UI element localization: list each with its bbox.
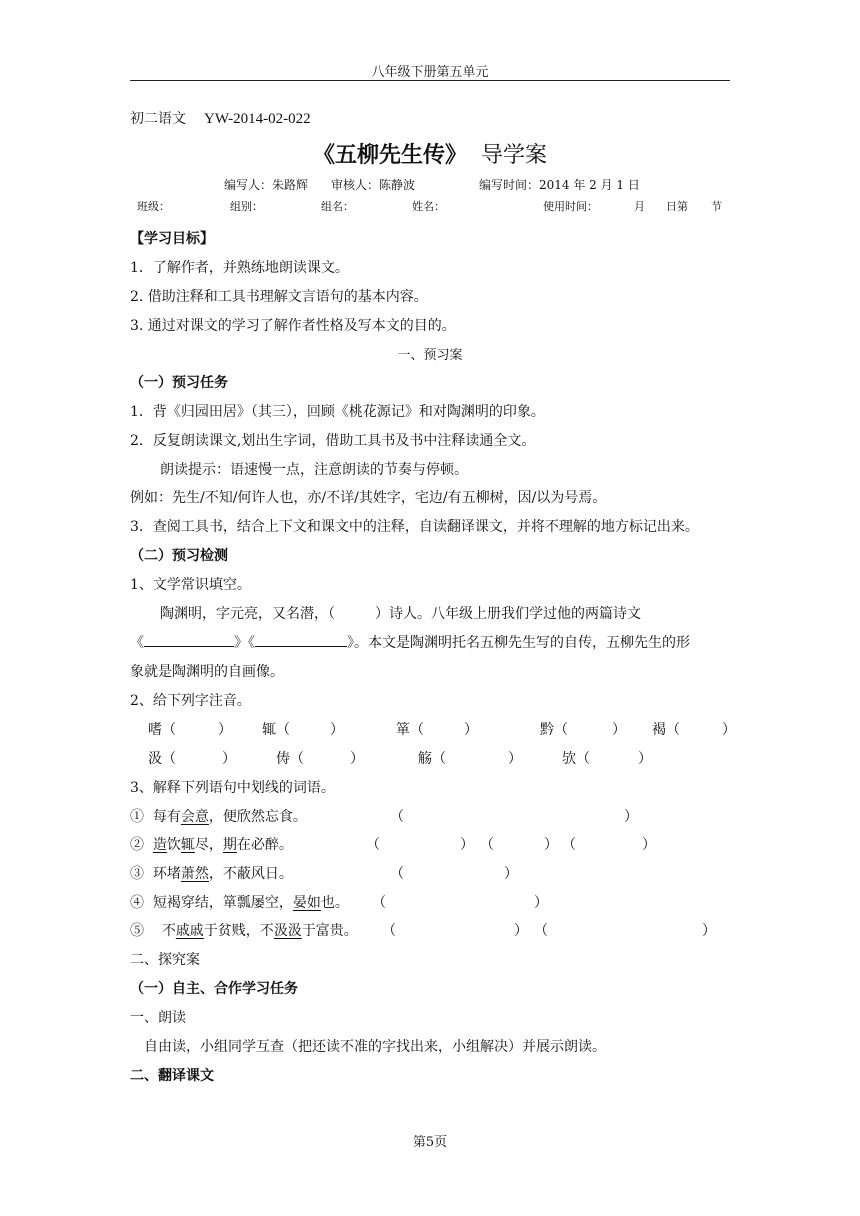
header-divider [130,80,730,81]
preview-task: 2．反复朗读课文,划出生字词，借助工具书及书中注释读通全文。 [130,433,536,449]
q2-title: 2、给下列字注音。 [130,693,251,709]
item-number: ① [130,809,144,825]
q1-line3: 象就是陶渊明的自画像。 [130,664,284,680]
title-main: 《五柳先生传》 [312,142,467,168]
preview-tasks-heading: （一）预习任务 [130,375,228,391]
field-group-no: 组别： [230,200,263,213]
item-number: ③ [130,866,144,882]
q1-line2 [130,632,690,652]
reviewer-info: 审核人：陈静波 [331,178,416,192]
pinyin-close: ） [612,722,626,738]
pinyin-item: 俦（ [276,751,304,767]
pinyin-item: 汲（ [148,751,176,767]
item-text: 于贫贱，不 [203,923,274,939]
reading-tip: 朗读提示：语速慢一点，注意朗读的节奏与停顿。 [160,462,468,478]
underlined-word: 辄 [180,837,195,853]
preview-task: 1．背《归园田居》（其三），回顾《桃花源记》和对陶渊明的印象。 [130,404,545,420]
pinyin-close: ） [508,751,522,767]
answer-open: （ [480,837,494,853]
underlined-word: 戚戚 [175,923,204,939]
underlined-word: 会意 [180,809,209,825]
explore-tasks-heading: （一）自主、合作学习任务 [130,981,298,997]
pinyin-item: 觞（ [418,751,446,767]
item-number: ⑤ [130,923,144,939]
q1-line1 [160,603,641,623]
item-text: 在必醉。 [236,837,293,853]
pinyin-item: 黔（ [540,722,568,738]
answer-open: （ [534,923,548,939]
answer-blank[interactable] [144,633,234,647]
objectives-heading: 【学习目标】 [130,231,214,247]
underlined-word: 期 [222,837,237,853]
answer-close: ） [544,837,558,853]
section-title-explore: 二、探究案 [130,952,200,968]
item-text: 短褐穿结，箪瓢屡空， [152,895,293,911]
item-number: ② [130,837,144,853]
q1-text-e: 》。本文是陶渊明托名五柳先生写的自传，五柳先生的形 [347,635,690,651]
answer-open: （ [366,837,380,853]
objective-item: 1．了解作者，并熟练地朗读课文。 [130,260,349,276]
subject-label: 初二语文 [130,111,186,127]
pinyin-close: ） [222,751,236,767]
item-text: 于富贵。 [301,923,358,939]
page-number: 第5页 [412,1135,448,1150]
q1-text-b: ）诗人。八年级上册我们学过他的两篇诗文 [375,606,641,622]
answer-close: ） [460,837,474,853]
q3-item [130,920,358,940]
answer-close: ） [624,809,638,825]
item-text: ，不蔽风日。 [208,866,293,882]
preview-task: 3．查阅工具书，结合上下文和课文中的注释，自读翻译课文，并将不理解的地方标记出来。 [130,519,699,535]
answer-close: ） [504,866,518,882]
pinyin-item: 辄（ [262,722,290,738]
item-number: ④ [130,895,144,911]
item-text: ，便欣然忘食。 [208,809,307,825]
item-text: 也。 [320,895,349,911]
answer-open: （ [390,866,404,882]
answer-close: ） [514,923,528,939]
date-info: 编写时间：2014 年 2 月 1 日 [479,178,640,192]
field-use-time: 使用时间： [543,200,598,213]
pinyin-item: 嗜（ [148,722,176,738]
section-title-preview: 一、预习案 [397,348,463,363]
preview-check-heading: （二）预习检测 [130,548,228,564]
pinyin-item: 箪（ [396,722,424,738]
item-text: 饮 [166,837,181,853]
item-text: 环堵 [152,866,181,882]
answer-blank[interactable] [255,633,347,647]
pinyin-close: ） [722,722,736,738]
field-period: 节 [711,200,722,213]
answer-open: （ [390,809,404,825]
q1-text-c: 《 [130,635,144,651]
answer-open: （ [372,895,386,911]
q1-title: 1、文学常识填空。 [130,577,251,593]
q3-item [130,834,293,854]
item-text: 尽， [194,837,223,853]
field-month: 月 [634,200,645,213]
explore-text: 自由读，小组同学互查（把还读不准的字找出来，小组解决）并展示朗读。 [144,1039,606,1055]
reading-example: 例如：先生/不知/何许人也，亦/不详/其姓字，宅边/有五柳树，因/以为号焉。 [130,490,607,506]
explore-subheading: 一、朗读 [130,1010,186,1026]
item-text: 不 [161,923,176,939]
answer-open: （ [382,923,396,939]
field-day: 日第 [666,200,688,213]
course-code [130,108,311,128]
field-group-name: 组名： [321,200,354,213]
q1-text-d: 》《 [234,635,255,651]
objective-item: 2. 借助注释和工具书理解文言语句的基本内容。 [130,289,428,305]
pinyin-close: ） [330,722,344,738]
q3-item [130,892,349,912]
page-title [0,138,860,169]
writer-info: 编写人：朱路辉 [224,178,309,192]
answer-close: ） [702,923,716,939]
objective-item: 3. 通过对课文的学习了解作者性格及写本文的目的。 [130,318,456,334]
underlined-word: 造 [152,837,167,853]
pinyin-close: ） [464,722,478,738]
q1-text-a: 陶渊明，字元亮，又名潜，（ [160,606,335,622]
q3-item [130,863,293,883]
title-sub: 导学案 [481,143,548,168]
explore-subheading: 二、翻译课文 [130,1068,214,1084]
field-class: 班级： [137,200,170,213]
field-name: 姓名： [412,200,445,213]
underlined-word: 晏如 [292,895,321,911]
pinyin-close: ） [350,751,364,767]
underlined-word: 汲汲 [273,923,302,939]
q3-title: 3、解释下列语句中划线的词语。 [130,780,335,796]
answer-close: ） [534,895,548,911]
q3-item [130,806,307,826]
answer-open: （ [562,837,576,853]
page-header: 八年级下册第五单元 [371,65,489,80]
doc-code: YW-2014-02-022 [204,111,311,127]
pinyin-close: ） [218,722,232,738]
pinyin-item: 褐（ [652,722,680,738]
answer-close: ） [642,837,656,853]
pinyin-close: ） [638,751,652,767]
pinyin-item: 欤（ [562,751,590,767]
item-text: 每有 [152,809,181,825]
underlined-word: 萧然 [180,866,209,882]
